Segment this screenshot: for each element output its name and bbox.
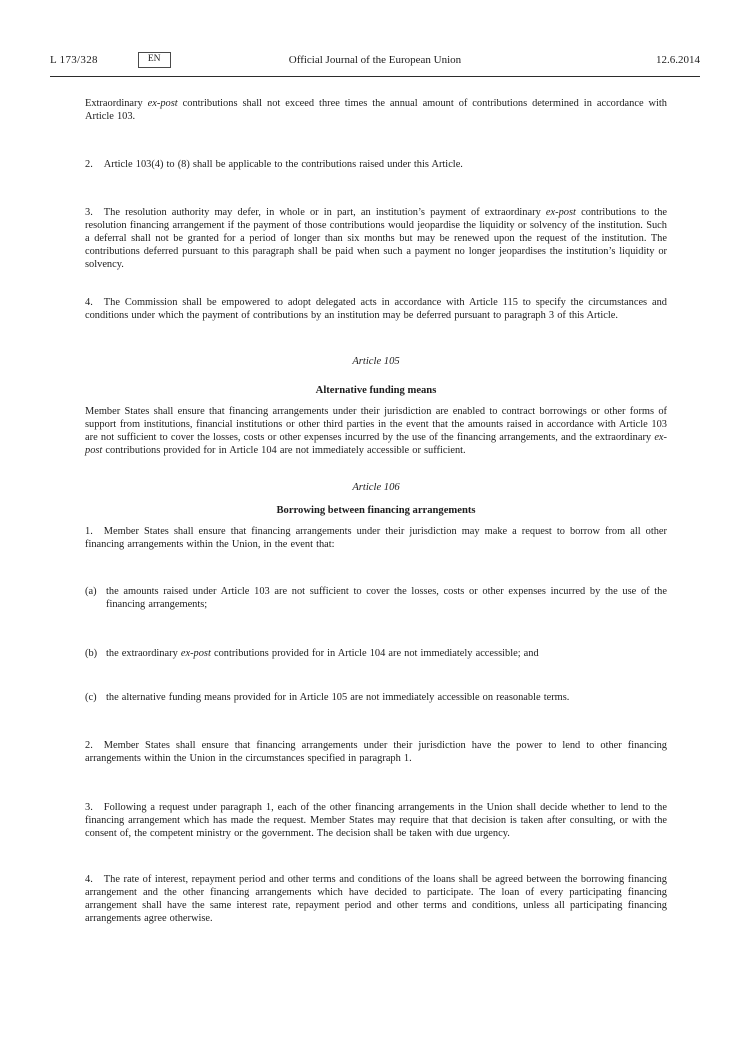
list-marker: (a) — [85, 586, 97, 597]
paragraph-number: 1. — [85, 526, 93, 537]
paragraph-text-italic: ex-post — [147, 98, 178, 109]
numbered-paragraph — [85, 873, 667, 925]
paragraph-text: contributions to the resolution financing arrangement if the payment of those contributions would jeopardise the liquidity or solvency of the institution. Such a deferral shall not be granted for a period of longer than six months but may be renewed upon the request of the institution. The contributions deferred pursuant to this paragraph shall be paid when such a payment no longer jeopardises the institution’s liquidity or solvency. — [85, 207, 667, 270]
paragraph-text-italic: ex-post — [85, 432, 667, 456]
list-item — [85, 691, 667, 704]
list-item-text: contributions provided for in Article 104 are not immediately accessible; and — [210, 648, 539, 659]
journal-title: Official Journal of the European Union — [288, 53, 462, 66]
article-title-heading: Borrowing between financing arrangements — [276, 505, 476, 516]
list-item-text: the alternative funding means provided for in Article 105 are not immediately accessible on reasonable terms. — [106, 692, 570, 703]
paragraph-number: 3. — [85, 802, 93, 813]
numbered-paragraph — [85, 158, 667, 171]
article-number-heading: Article 106 — [352, 482, 400, 493]
numbered-paragraph — [85, 206, 667, 271]
paragraph-text: contributions provided for in Article 104 are not immediately accessible or sufficient. — [102, 445, 466, 456]
paragraph-number: 3. — [85, 207, 93, 218]
paragraph-number: 2. — [85, 740, 93, 751]
numbered-paragraph — [85, 296, 667, 322]
paragraph-text: Member States shall ensure that financing arrangements under their jurisdiction may make a request to borrow from all other financing arrangements within the Union, in the event that: — [85, 526, 667, 550]
header-row — [50, 50, 700, 69]
paragraph — [85, 405, 667, 457]
language-badge: EN — [138, 52, 171, 68]
numbered-paragraph — [85, 801, 667, 840]
list-item — [85, 647, 667, 660]
paragraph-number: 4. — [85, 874, 93, 885]
article-title-heading: Alternative funding means — [315, 385, 437, 396]
paragraph-text-italic: ex-post — [545, 207, 576, 218]
list-marker: (c) — [85, 692, 97, 703]
paragraph-text: The rate of interest, repayment period and other terms and conditions of the loans shall be agreed between the borrowing financing arrangement and the other financing arrangements which have decided to participate. The loan of every participating financing arrangement shall have the same interest rate, repayment period and other terms and conditions, unless all participating financing arrangements agree otherwise. — [85, 874, 667, 924]
list-item-text-italic: ex-post — [180, 648, 211, 659]
list-marker: (b) — [85, 648, 98, 659]
paragraph-text: contributions shall not exceed three times the annual amount of contributions determined in accordance with Article 103. — [85, 98, 667, 122]
paragraph-text: Member States shall ensure that financing arrangements under their jurisdiction are enabled to contract borrowings or other forms of support from institutions, financial institutions or other third parties in the event that the amounts raised in accordance with Article 103 are not sufficient to cover the losses, costs or other expenses incurred by the use of the financing arrangements, and the extraordinary — [85, 406, 667, 443]
page-number: L 173/328 — [50, 53, 98, 66]
paragraph-text: Following a request under paragraph 1, each of the other financing arrangements in the Union shall decide whether to lend to the financing arrangement which has made the request. Member States may require that that decision is taken after consulting, or with the consent of, the competent ministry or the government. The decision shall be taken with due urgency. — [85, 802, 667, 839]
paragraph-text: The resolution authority may defer, in whole or in part, an institution’s payment of extraordinary — [103, 207, 546, 218]
list-item-text: the extraordinary — [106, 648, 181, 659]
paragraph-text: Article 103(4) to (8) shall be applicable to the contributions raised under this Article. — [103, 159, 463, 170]
paragraph — [85, 97, 667, 123]
document-body — [85, 77, 667, 925]
issue-date: 12.6.2014 — [656, 53, 700, 66]
page-header — [50, 50, 700, 77]
list-item — [85, 585, 667, 611]
paragraph-number: 2. — [85, 159, 93, 170]
article-number-heading: Article 105 — [352, 356, 400, 367]
numbered-paragraph — [85, 525, 667, 551]
list-item-text: the amounts raised under Article 103 are not sufficient to cover the losses, costs or other expenses incurred by the use of the financing arrangements; — [106, 586, 667, 610]
paragraph-text: Extraordinary — [85, 98, 148, 109]
paragraph-text: The Commission shall be empowered to adopt delegated acts in accordance with Article 115 to specify the circumstances and conditions under which the payment of contributions by an institution may be deferred pursuant to paragraph 3 of this Article. — [85, 297, 667, 321]
numbered-paragraph — [85, 739, 667, 765]
paragraph-number: 4. — [85, 297, 93, 308]
paragraph-text: Member States shall ensure that financing arrangements under their jurisdiction have the power to lend to other financing arrangements within the Union in the circumstances specified in paragraph 1. — [85, 740, 667, 764]
